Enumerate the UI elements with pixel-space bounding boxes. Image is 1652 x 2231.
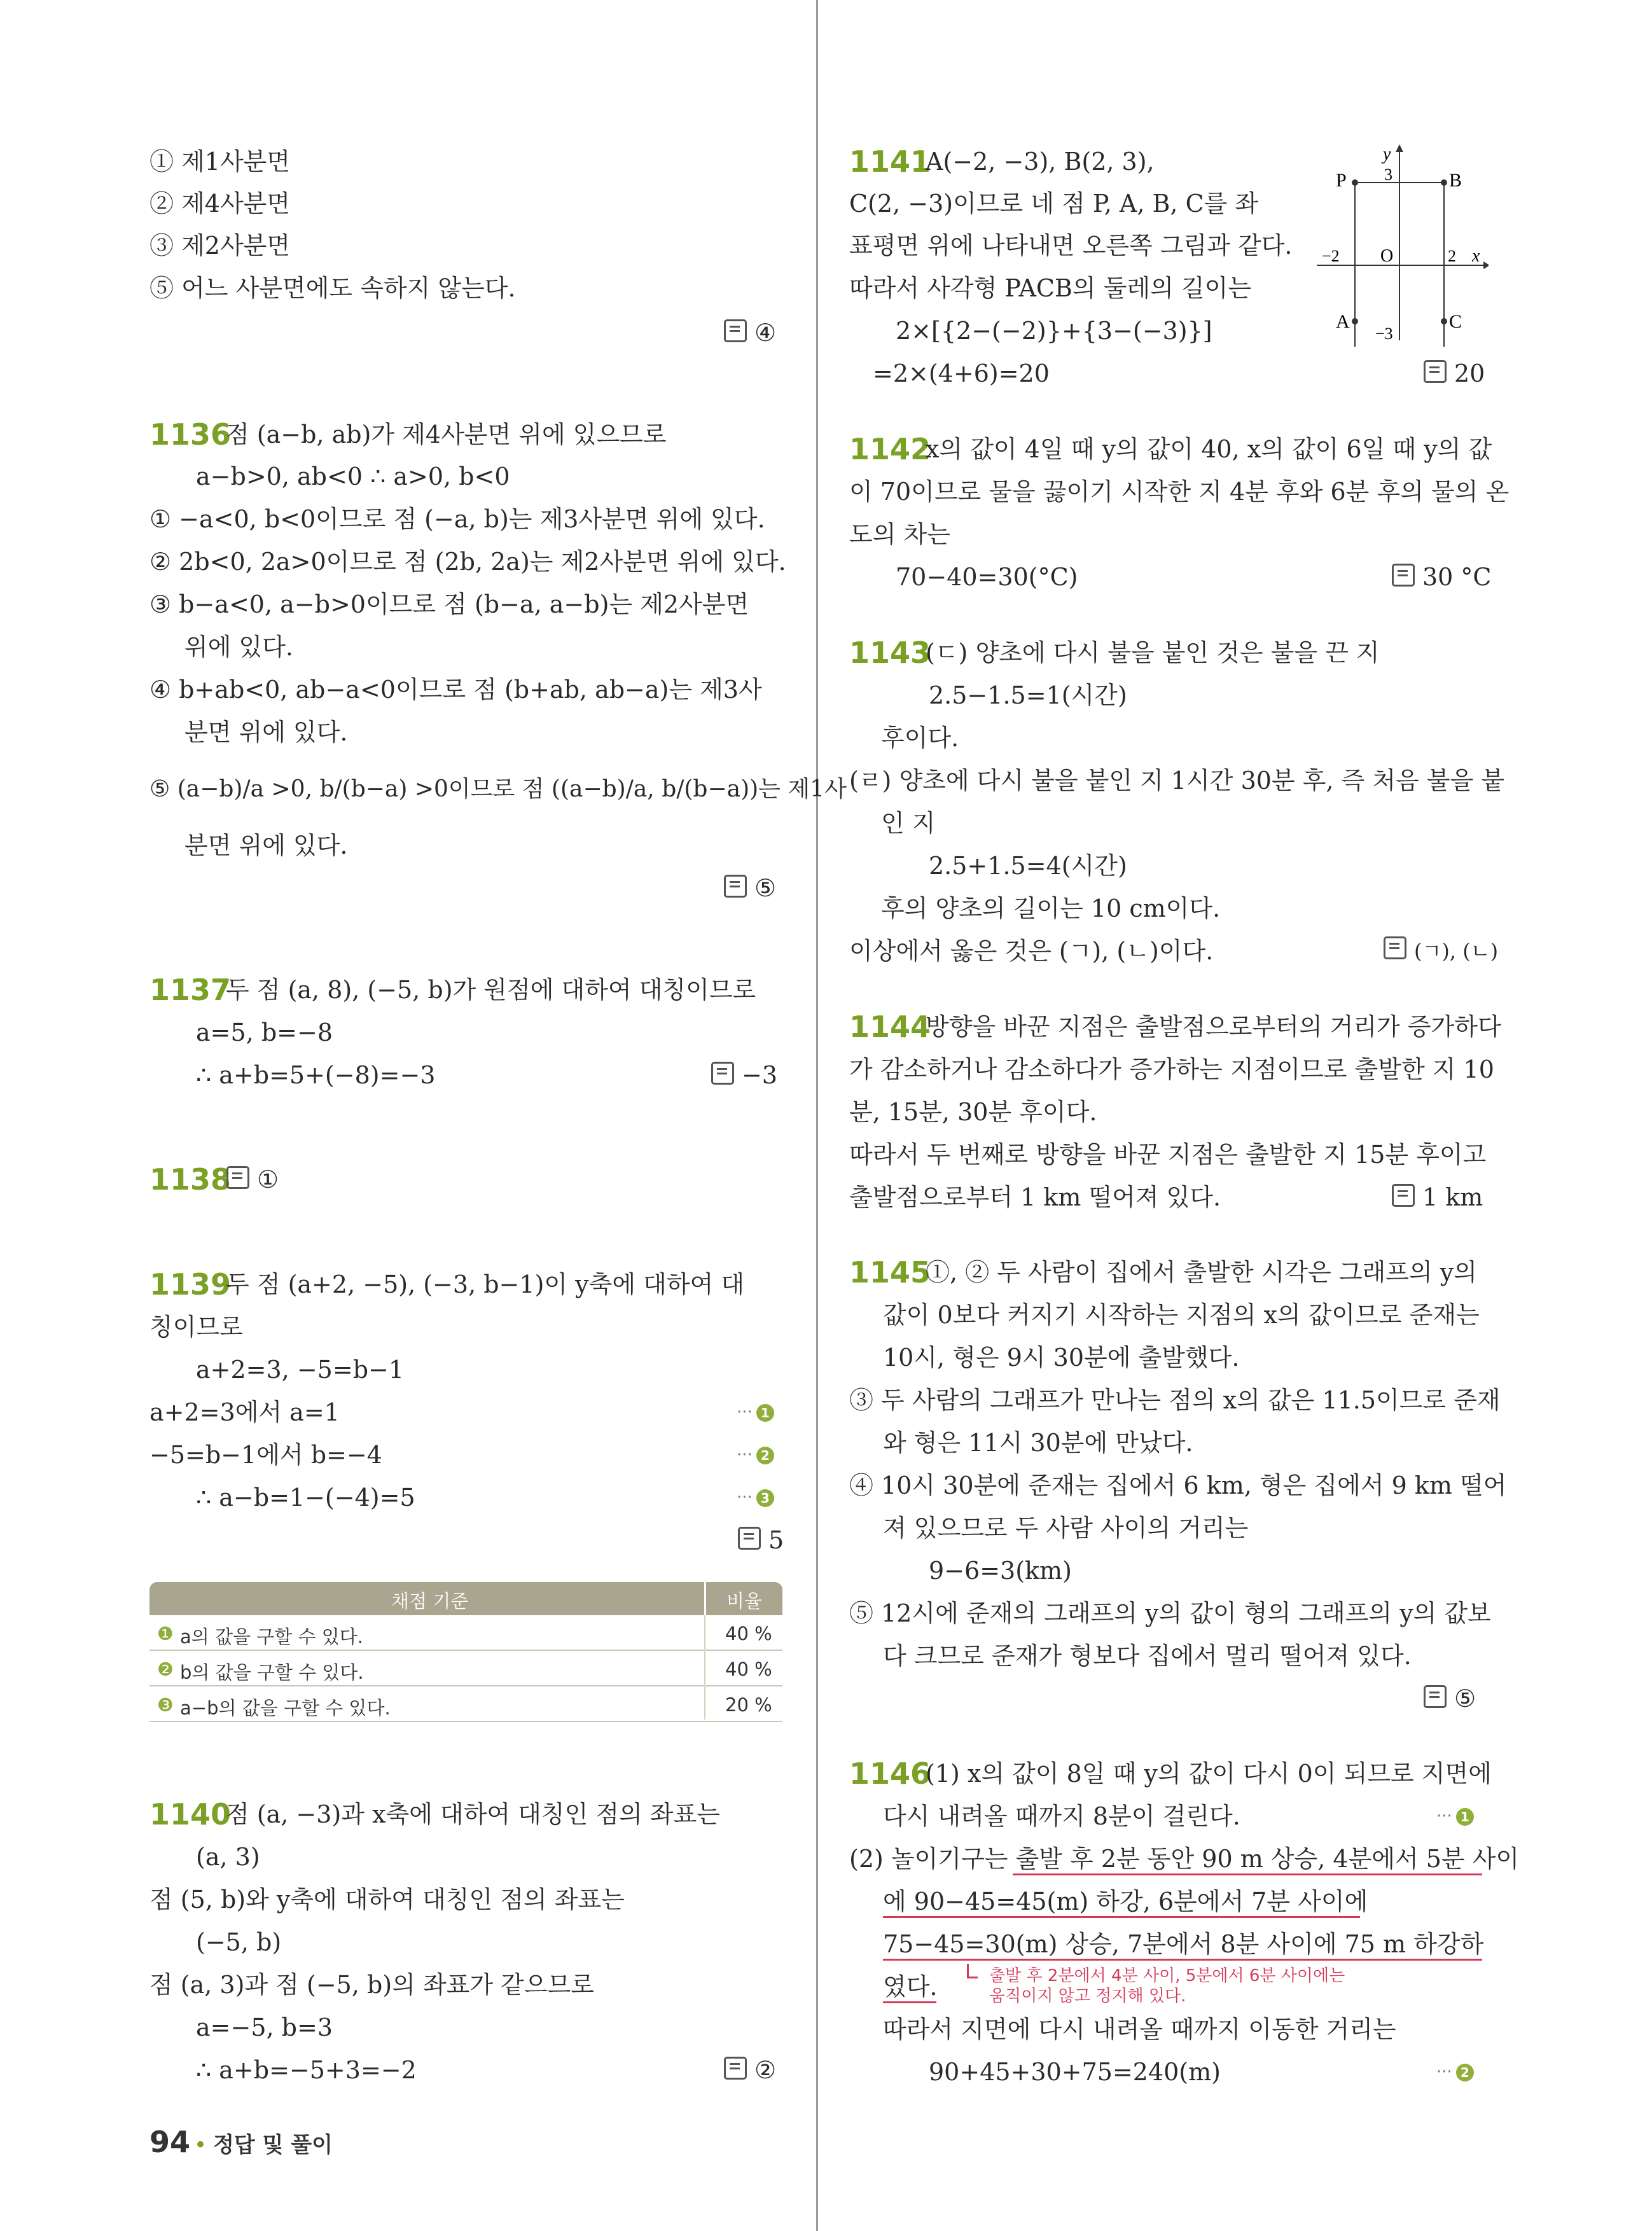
problem-number: 1144 bbox=[849, 1010, 931, 1044]
text-line: 2.5+1.5=4(시간) bbox=[929, 852, 1127, 880]
table-row: ❸ a−b의 값을 구할 수 있다. 20 % bbox=[149, 1686, 782, 1722]
answer-icon bbox=[1424, 1685, 1447, 1708]
problem-number: 1146 bbox=[849, 1756, 931, 1791]
problem-number: 1140 bbox=[149, 1797, 232, 1831]
y-arrow-icon bbox=[1396, 144, 1403, 152]
underline bbox=[1013, 1873, 1482, 1875]
text-line: ④ b+ab<0, ab−a<0이므로 점 (b+ab, ab−a)는 제3사 bbox=[149, 676, 762, 704]
point-a bbox=[1352, 318, 1358, 324]
answer-mark bbox=[738, 1524, 784, 1557]
problem-number: 1138 bbox=[149, 1162, 232, 1197]
label-c: C bbox=[1449, 311, 1462, 332]
answer-mark bbox=[1392, 560, 1492, 594]
answer-mark bbox=[1392, 1181, 1483, 1214]
x-arrow-icon bbox=[1483, 261, 1489, 269]
answer-mark bbox=[1384, 935, 1498, 968]
table-row: ❷ b의 값을 구할 수 있다. 40 % bbox=[149, 1651, 782, 1686]
text-line: a=5, b=−8 bbox=[196, 1018, 333, 1046]
text-line: 10시, 형은 9시 30분에 출발했다. bbox=[883, 1344, 1240, 1372]
text-line: x의 값이 4일 때 y의 값이 40, x의 값이 6일 때 y의 값 bbox=[926, 435, 1492, 463]
problem-number: 1145 bbox=[849, 1255, 931, 1289]
text-line: 위에 있다. bbox=[184, 633, 293, 661]
table-header bbox=[149, 1582, 782, 1615]
answer-value: 1 km bbox=[1422, 1183, 1483, 1211]
text-line: 따라서 사각형 PACB의 둘레의 길이는 bbox=[849, 274, 1252, 302]
answer-value: 30 °C bbox=[1422, 563, 1492, 591]
origin-label: O bbox=[1380, 246, 1394, 266]
point-b bbox=[1441, 179, 1447, 186]
problem-number: 1143 bbox=[849, 636, 931, 670]
text-line: ④ 10시 30분에 준재는 집에서 6 km, 형은 집에서 9 km 떨어 bbox=[849, 1471, 1507, 1499]
text-line: 90+45+30+75=240(m) bbox=[929, 2058, 1221, 2086]
text-line: 값이 0보다 커지기 시작하는 지점의 x의 값이므로 준재는 bbox=[883, 1301, 1480, 1329]
answer-value: ② bbox=[754, 2056, 777, 2084]
answer-mark bbox=[724, 316, 776, 349]
answer-mark bbox=[711, 1059, 777, 1092]
margin-note: 출발 후 2분에서 4분 사이, 5분에서 6분 사이에는 움직이지 않고 정지해 있다. bbox=[989, 1966, 1345, 2006]
text-line: 점 (a−b, ab)가 제4사분면 위에 있으므로 bbox=[226, 420, 667, 448]
tick-3: 3 bbox=[1384, 165, 1392, 184]
text-line: 였다. bbox=[883, 1973, 938, 2001]
grading-table bbox=[149, 1582, 782, 1722]
text-line: −5=b−1에서 b=−4 bbox=[149, 1441, 382, 1469]
answer-value: 20 bbox=[1454, 359, 1485, 387]
answer-icon bbox=[1392, 1184, 1415, 1207]
text-line: (−5, b) bbox=[196, 1928, 282, 1956]
text-line: ③ 두 사람의 그래프가 만나는 점의 x의 값은 11.5이므로 준재 bbox=[849, 1386, 1501, 1414]
answer-icon bbox=[724, 875, 747, 898]
text-line: 인 지 bbox=[881, 809, 936, 837]
section-label: 정답 및 풀이 bbox=[213, 2132, 333, 2158]
text-line: 출발점으로부터 1 km 떨어져 있다. bbox=[849, 1183, 1221, 1211]
text-line: 2.5−1.5=1(시간) bbox=[929, 681, 1127, 709]
page-number: 94 bbox=[149, 2125, 191, 2159]
answer-icon bbox=[1392, 564, 1415, 587]
answer-icon bbox=[711, 1062, 734, 1085]
step-marker: ··· 3 bbox=[737, 1488, 774, 1507]
text-line: ② 2b<0, 2a>0이므로 점 (2b, 2a)는 제2사분면 위에 있다. bbox=[149, 548, 786, 576]
header-ratio: 비율 bbox=[726, 1590, 763, 1612]
label-b: B bbox=[1449, 170, 1462, 191]
text-line: =2×(4+6)=20 bbox=[873, 359, 1050, 387]
answer-value: ① bbox=[257, 1165, 279, 1193]
text-line: (2) 놀이기구는 출발 후 2분 동안 90 m 상승, 4분에서 5분 사이 bbox=[849, 1845, 1520, 1873]
answer-value: ⑤ bbox=[1454, 1685, 1476, 1713]
answer-mark bbox=[1424, 357, 1485, 390]
column-divider bbox=[816, 0, 818, 2231]
text-line: 두 점 (a, 8), (−5, b)가 원점에 대하여 대칭이므로 bbox=[226, 976, 756, 1004]
text-line: 2×[{2−(−2)}+{3−(−3)}] bbox=[896, 317, 1212, 345]
text-line: 이상에서 옳은 것은 (ㄱ), (ㄴ)이다. bbox=[849, 937, 1214, 965]
text-line: 점 (5, b)와 y축에 대하여 대칭인 점의 좌표는 bbox=[149, 1886, 625, 1914]
problem-number: 1137 bbox=[149, 973, 232, 1007]
text-line: 가 감소하거나 감소하다가 증가하는 지점이므로 출발한 지 10 bbox=[849, 1055, 1494, 1083]
answer-mark bbox=[226, 1163, 279, 1196]
text-line: 분, 15분, 30분 후이다. bbox=[849, 1098, 1097, 1126]
answer-mark bbox=[724, 2054, 776, 2087]
answer-mark bbox=[724, 872, 776, 905]
text-line: ③ b−a<0, a−b>0이므로 점 (b−a, a−b)는 제2사분면 bbox=[149, 590, 749, 618]
underline bbox=[883, 2001, 936, 2003]
tick-2: 2 bbox=[1448, 247, 1456, 265]
y-axis-label: y bbox=[1383, 144, 1391, 164]
problem-number: 1139 bbox=[149, 1267, 232, 1302]
text-line: 후의 양초의 길이는 10 cm이다. bbox=[881, 894, 1221, 922]
text-line: (1) x의 값이 8일 때 y의 값이 다시 0이 되므로 지면에 bbox=[926, 1760, 1492, 1788]
answer-icon bbox=[724, 319, 747, 342]
label-p: P bbox=[1336, 170, 1347, 191]
text-line: ①, ② 두 사람이 집에서 출발한 시각은 그래프의 y의 bbox=[926, 1258, 1477, 1286]
table-row: ❶ a의 값을 구할 수 있다. 40 % bbox=[149, 1615, 782, 1651]
text-line: (ㄹ) 양초에 다시 불을 붙인 지 1시간 30분 후, 즉 처음 불을 붙 bbox=[849, 767, 1505, 795]
text-line: 칭이므로 bbox=[149, 1313, 243, 1341]
text-line: a+2=3, −5=b−1 bbox=[196, 1356, 405, 1384]
step-marker: ··· 1 bbox=[1436, 1807, 1474, 1826]
text-line: ③ 제2사분면 bbox=[149, 232, 291, 260]
text-line: ∴ a+b=5+(−8)=−3 bbox=[196, 1061, 436, 1089]
table-divider bbox=[704, 1615, 705, 1720]
text-line: ∴ a+b=−5+3=−2 bbox=[196, 2056, 417, 2084]
text-line: ① 제1사분면 bbox=[149, 148, 291, 176]
text-line: ① −a<0, b<0이므로 점 (−a, b)는 제3사분면 위에 있다. bbox=[149, 505, 765, 533]
problem-number: 1136 bbox=[149, 417, 232, 452]
text-line: 도의 차는 bbox=[849, 520, 950, 548]
text-line: ⑤ 12시에 준재의 그래프의 y의 값이 형의 그래프의 y의 값보 bbox=[849, 1599, 1491, 1627]
tick-neg3: −3 bbox=[1375, 324, 1393, 343]
answer-icon bbox=[738, 1527, 761, 1550]
text-line: 점 (a, 3)과 점 (−5, b)의 좌표가 같으므로 bbox=[149, 1971, 594, 1999]
x-axis-label: x bbox=[1472, 246, 1480, 266]
text-line: a+2=3에서 a=1 bbox=[149, 1398, 340, 1426]
text-line: 두 점 (a+2, −5), (−3, b−1)이 y축에 대하여 대 bbox=[226, 1270, 745, 1298]
text-line: (a, 3) bbox=[196, 1843, 260, 1871]
text-line: 분면 위에 있다. bbox=[184, 718, 348, 746]
text-line: ⑤ (a−b)/a >0, b/(b−a) >0이므로 점 ((a−b)/a, b/(b−a))는 제1사 bbox=[149, 776, 847, 802]
step-marker: ··· 2 bbox=[1436, 2062, 1474, 2082]
text-line: 분면 위에 있다. bbox=[184, 831, 348, 859]
text-line: 다 크므로 준재가 형보다 집에서 멀리 떨어져 있다. bbox=[883, 1642, 1412, 1670]
text-line: 따라서 지면에 다시 내려올 때까지 이동한 거리는 bbox=[883, 2015, 1396, 2043]
answer-icon bbox=[1384, 936, 1406, 959]
text-line: ② 제4사분면 bbox=[149, 190, 291, 218]
text-line: 이 70이므로 물을 끓이기 시작한 지 4분 후와 6분 후의 물의 온 bbox=[849, 478, 1510, 506]
problem-number: 1142 bbox=[849, 432, 931, 466]
text-line: ⑤ 어느 사분면에도 속하지 않는다. bbox=[149, 274, 516, 302]
answer-value: ⑤ bbox=[754, 874, 777, 902]
text-line: 후이다. bbox=[881, 724, 959, 752]
text-line: a=−5, b=3 bbox=[196, 2013, 333, 2041]
text-line: ∴ a−b=1−(−4)=5 bbox=[196, 1484, 415, 1512]
text-line: 9−6=3(km) bbox=[929, 1557, 1072, 1585]
text-line: 와 형은 11시 30분에 만났다. bbox=[883, 1429, 1193, 1457]
answer-value: (ㄱ), (ㄴ) bbox=[1414, 939, 1499, 963]
step-marker: ··· 1 bbox=[737, 1403, 774, 1422]
text-line: 점 (a, −3)과 x축에 대하여 대칭인 점의 좌표는 bbox=[226, 1800, 721, 1828]
point-p bbox=[1352, 179, 1358, 186]
answer-value: 5 bbox=[768, 1526, 784, 1554]
page-footer bbox=[149, 2125, 333, 2159]
text-line: 에 90−45=45(m) 하강, 6분에서 7분 사이에 bbox=[883, 1887, 1368, 1915]
answer-value: −3 bbox=[742, 1061, 778, 1089]
answer-value: ④ bbox=[754, 319, 777, 347]
text-line: 방향을 바꾼 지점은 출발점으로부터의 거리가 증가하다 bbox=[926, 1013, 1501, 1041]
problem-number: 1141 bbox=[849, 144, 931, 179]
step-marker: ··· 2 bbox=[737, 1445, 774, 1464]
point-c bbox=[1441, 318, 1447, 324]
label-a: A bbox=[1336, 311, 1350, 332]
answer-icon bbox=[226, 1166, 249, 1189]
text-line: 다시 내려올 때까지 8분이 걸린다. bbox=[883, 1802, 1240, 1830]
text-line: 표평면 위에 나타내면 오른쪽 그림과 같다. bbox=[849, 232, 1293, 260]
answer-mark bbox=[1424, 1682, 1476, 1715]
text-line: 따라서 두 번째로 방향을 바꾼 지점은 출발한 지 15분 후이고 bbox=[849, 1141, 1487, 1169]
text-line: 져 있으므로 두 사람 사이의 거리는 bbox=[883, 1514, 1249, 1542]
text-line: A(−2, −3), B(2, 3), bbox=[926, 148, 1155, 176]
note-pointer bbox=[967, 1964, 978, 1978]
answer-icon bbox=[724, 2057, 747, 2080]
text-line: a−b>0, ab<0 ∴ a>0, b<0 bbox=[196, 462, 510, 490]
text-line: 70−40=30(°C) bbox=[896, 563, 1078, 591]
text-line: C(2, −3)이므로 네 점 P, A, B, C를 좌 bbox=[849, 190, 1259, 218]
underline bbox=[883, 1916, 1360, 1918]
text-line: 75−45=30(m) 상승, 7분에서 8분 사이에 75 m 하강하 bbox=[883, 1930, 1484, 1958]
text-line: (ㄷ) 양초에 다시 불을 붙인 것은 불을 끈 지 bbox=[926, 639, 1380, 667]
answer-icon bbox=[1424, 360, 1447, 383]
underline bbox=[883, 1959, 1482, 1961]
bullet-icon: • bbox=[194, 2132, 207, 2158]
coordinate-graph bbox=[1317, 143, 1489, 347]
header-criterion: 채점 기준 bbox=[391, 1590, 469, 1612]
tick-neg2: −2 bbox=[1322, 247, 1340, 265]
